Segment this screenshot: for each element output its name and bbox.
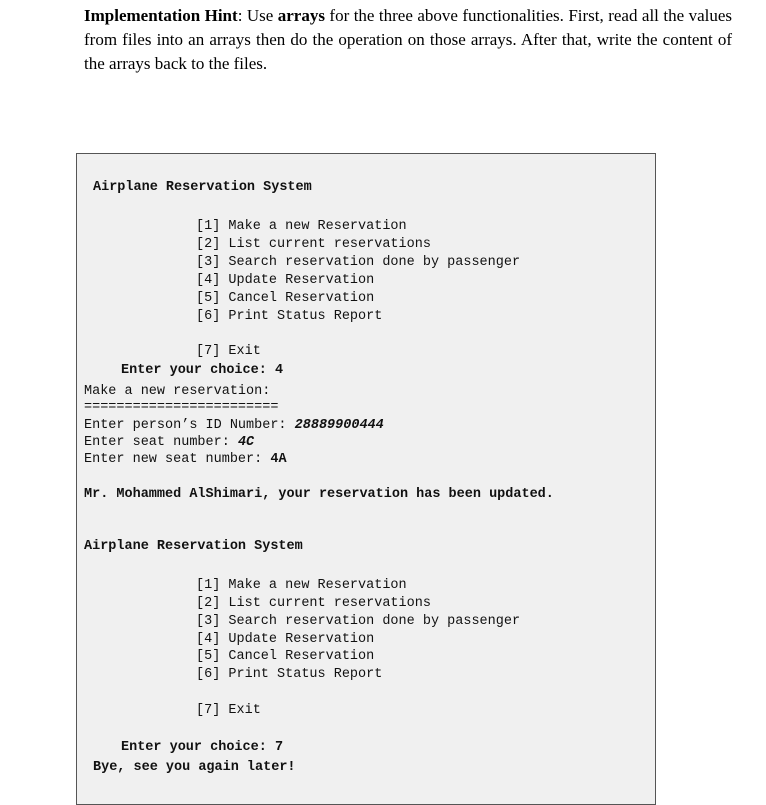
- menu-item: [5] Cancel Reservation: [196, 649, 375, 664]
- menu-item: [3] Search reservation done by passenger: [196, 614, 521, 629]
- menu-item: [1] Make a new Reservation: [196, 219, 407, 234]
- menu-item: [5] Cancel Reservation: [196, 291, 375, 306]
- updated-message: Mr. Mohammed AlShimari, your reservation has been updated.: [84, 487, 554, 502]
- menu-item: [2] List current reservations: [196, 596, 431, 611]
- console-title-2: Airplane Reservation System: [84, 539, 303, 554]
- separator-line: ========================: [84, 400, 279, 415]
- menu-item: [3] Search reservation done by passenger: [196, 255, 521, 270]
- seat-prompt: Enter seat number: 4C: [84, 435, 255, 450]
- menu-item: [1] Make a new Reservation: [196, 578, 407, 593]
- menu-item: [4] Update Reservation: [196, 273, 375, 288]
- new-seat-prompt: Enter new seat number: 4A: [84, 452, 287, 467]
- menu-item: [2] List current reservations: [196, 237, 431, 252]
- hint-text-2: for the three above functionalities. First, read all the values from files into an arrays then do the operation on those arrays. After that, write the content of the arrays back to the files.: [84, 6, 732, 73]
- console-title: Airplane Reservation System: [93, 180, 312, 195]
- choice-value: 4: [274, 363, 284, 378]
- menu-item-exit: [7] Exit: [196, 344, 261, 359]
- hint-text-1: : Use: [237, 6, 278, 25]
- menu-item: [6] Print Status Report: [196, 309, 383, 324]
- menu-item: [6] Print Status Report: [196, 667, 383, 682]
- choice-prompt-2: Enter your choice: 7: [121, 740, 284, 755]
- seat-value: 4C: [237, 435, 255, 450]
- new-seat-value: 4A: [270, 452, 287, 467]
- menu-item: [4] Update Reservation: [196, 632, 375, 647]
- implementation-hint: [84, 4, 732, 76]
- bye-message: Bye, see you again later!: [93, 760, 296, 775]
- id-prompt: Enter person’s ID Number: 28889900444: [84, 418, 384, 433]
- make-reservation-line: Make a new reservation:: [84, 384, 271, 399]
- choice-prompt: Enter your choice: 4: [121, 363, 284, 378]
- choice-value-2: 7: [274, 740, 284, 755]
- hint-label: Implementation Hint: [84, 6, 238, 25]
- menu-item-exit: [7] Exit: [196, 703, 261, 718]
- id-value: 28889900444: [294, 418, 384, 433]
- hint-bold-word: arrays: [277, 6, 325, 25]
- console-output: [76, 153, 656, 805]
